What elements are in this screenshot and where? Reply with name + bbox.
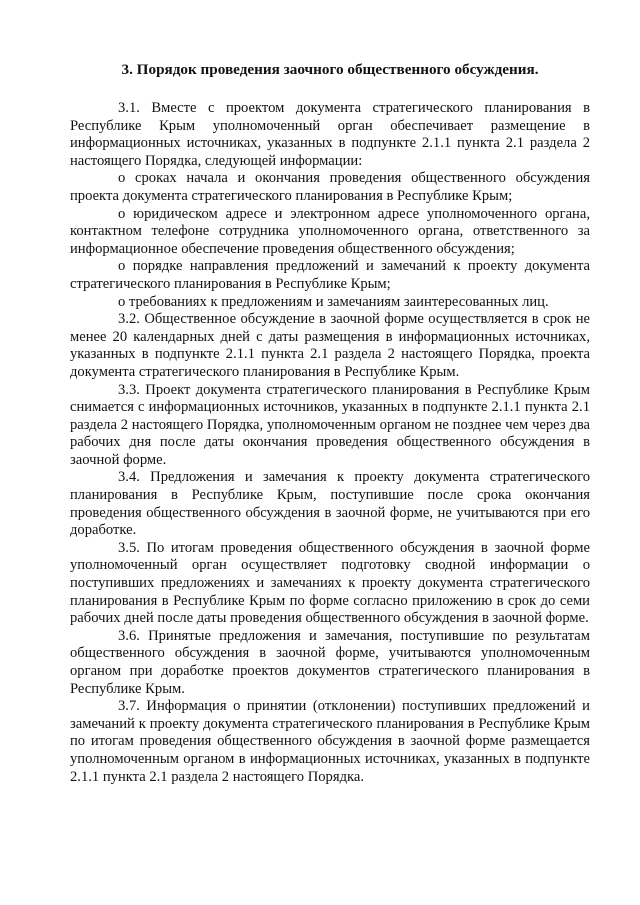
list-item-submission-procedure: о порядке направления предложений и замечаний к проекту документа стратегического планирования в Республике Крым; bbox=[70, 258, 590, 292]
paragraph-3-5: 3.5. По итогам проведения общественного обсуждения в заочной форме уполномоченный орган осуществляет подготовку сводной информации о поступивших предложениях и замечаниях к проекту документа стратегического планирования в Республике Крым по форме согласно приложению в срок до семи рабочих дней после даты проведения общественного обсуждения в заочной форме. bbox=[70, 539, 590, 627]
list-item-contacts: о юридическом адресе и электронном адресе уполномоченного органа, контактном телефоне сотрудника уполномоченного органа, ответственного за информационное обеспечение проведения общественного обсуждения; bbox=[70, 205, 590, 257]
list-item-requirements: о требованиях к предложениям и замечаниям заинтересованных лиц. bbox=[118, 293, 549, 310]
paragraph-3-7: 3.7. Информация о принятии (отклонении) поступивших предложений и замечаний к проекту документа стратегического планирования в Республике Крым по итогам проведения общественного обсуждения в заочной форме размещается уполномоченным органом в информационных источниках, указанных в подпункте 2.1.1 пункта 2.1 раздела 2 настоящего Порядка. bbox=[70, 698, 590, 785]
paragraph-3-6: 3.6. Принятые предложения и замечания, поступившие по результатам общественного обсуждения в заочной форме, учитываются уполномоченным органом при доработке проектов документов стратегического планирования в Республике Крым. bbox=[70, 627, 590, 697]
paragraph-3-1: 3.1. Вместе с проектом документа стратегического планирования в Республике Крым уполномоченный орган обеспечивает размещение в информационных источниках, указанных в подпункте 2.1.1 пункта 2.1 раздела 2 настоящего Порядка, следующей информации: bbox=[70, 100, 590, 169]
paragraph-3-2: 3.2. Общественное обсуждение в заочной форме осуществляется в срок не менее 20 календарных дней с даты размещения в информационных источниках, указанных в подпункте 2.1.1 пункта 2.1 раздела 2 настоящего Порядка, проекта документа стратегического планирования в Республике Крым. bbox=[70, 311, 590, 380]
paragraph-3-3: 3.3. Проект документа стратегического планирования в Республике Крым снимается с информационных источников, указанных в подпункте 2.1.1 пункта 2.1 раздела 2 настоящего Порядка, уполномоченным органом не позднее чем через два рабочих дня после даты окончания проведения общественного обсуждения в заочной форме. bbox=[70, 381, 590, 468]
paragraph-3-4: 3.4. Предложения и замечания к проекту документа стратегического планирования в Республике Крым, поступившие после срока окончания проведения общественного обсуждения в заочной форме, не учитываются при его доработке. bbox=[70, 469, 590, 539]
section-heading: 3. Порядок проведения заочного общественного обсуждения. bbox=[121, 61, 539, 78]
document-page bbox=[70, 60, 590, 786]
list-item-deadlines: о сроках начала и окончания проведения общественного обсуждения проекта документа стратегического планирования в Республике Крым; bbox=[70, 170, 590, 204]
